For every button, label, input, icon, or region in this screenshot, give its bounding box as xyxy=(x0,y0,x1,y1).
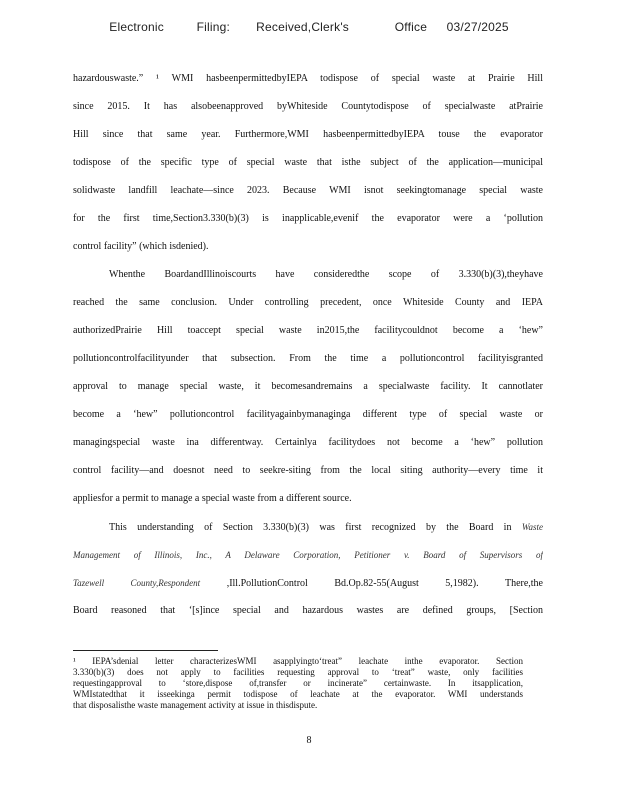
footnote-line: requestingapproval to ‘store,dispose of,transfer or incinerate” certainwaste. In itsapplication, xyxy=(73,678,523,688)
body-line: since 2015. It has alsobeenapproved byWhiteside Countytodispose of specialwaste atPrairie xyxy=(73,101,543,112)
case-name-italic: Waste xyxy=(521,522,543,532)
body-line xyxy=(73,576,543,604)
body-line: Hill since that same year. Furthermore,WMI hasbeenpermittedbyIEPA touse the evaporator xyxy=(73,129,543,140)
body-line xyxy=(73,520,543,548)
body-text-run: This understanding of Section 3.330(b)(3) was first recognized by the Board in xyxy=(109,522,512,533)
body-line: managingspecial waste ina differentway. Certainlya facilitydoes not become a ‘hew” pollution xyxy=(73,437,543,448)
body-text xyxy=(73,72,543,632)
footnote-line: 3.330(b)(3) does not apply to facilities requesting approval to ‘treat” waste, only facilities xyxy=(73,667,523,677)
footnote-line: that disposalisthe waste management activity at issue in thisdispute. xyxy=(73,700,318,710)
case-name-italic: Management of Illinois, Inc., A Delaware Corporation, Petitioner v. Board of Supervisors of xyxy=(73,550,543,560)
footnote-line: ¹ IEPA’sdenial letter characterizesWMI asapplyingto‘treat” leachate inthe evaporator. Section xyxy=(73,656,523,666)
body-line: control facility” (which isdenied). xyxy=(73,241,209,252)
body-line: Board reasoned that ‘[s]ince special and hazardous wastes are defined groups, [Section xyxy=(73,605,543,616)
body-line: authorizedPrairie Hill toaccept special waste in2015,the facilitycouldnot become a ‘hew” xyxy=(73,325,543,336)
body-line: reached the same conclusion. Under controlling precedent, once Whiteside County and IEPA xyxy=(73,297,543,308)
body-line: become a ‘hew” pollutioncontrol facilityagainbymanaginga different type of special waste or xyxy=(73,409,543,420)
body-line: approval to manage special waste, it becomesandremains a specialwaste facility. It cannotlater xyxy=(73,381,543,392)
footnote-line: WMIstatedthat it isseekinga permit todispose of leachate at the evaporator. WMI understands xyxy=(73,689,523,699)
filing-header: Electronic Filing: Received,Clerk's Office 03/27/2025 xyxy=(109,20,509,34)
body-line xyxy=(73,548,543,576)
footnote-divider xyxy=(73,650,218,651)
case-name-italic: Tazewell County,Respondent xyxy=(73,578,201,588)
body-line: solidwaste landfill leachate—since 2023. Because WMI isnot seekingtomanage special waste xyxy=(73,185,543,196)
body-line: Whenthe BoardandIllinoiscourts have consideredthe scope of 3.330(b)(3),theyhave xyxy=(109,269,543,280)
body-line: pollutioncontrolfacilityunder that subsection. From the time a pollutioncontrol facilityisgranted xyxy=(73,353,543,364)
body-line: control facility—and doesnot need to seekre-siting from the local siting authority—every time it xyxy=(73,465,543,476)
body-line: appliesfor a permit to manage a special waste from a different source. xyxy=(73,493,352,504)
page-number: 8 xyxy=(306,735,312,746)
body-text-run: ,Ill.PollutionControl Bd.Op.82-55(August 5,1982). There,the xyxy=(226,578,543,589)
body-line: hazardouswaste.” ¹ WMI hasbeenpermittedbyIEPA todispose of special waste at Prairie Hill xyxy=(73,73,543,84)
body-line: for the first time,Section3.330(b)(3) is inapplicable,evenif the evaporator were a ‘pollution xyxy=(73,213,543,224)
body-line: todispose of the specific type of special waste that isthe subject of the application—municipal xyxy=(73,157,543,168)
footnote xyxy=(73,656,523,711)
